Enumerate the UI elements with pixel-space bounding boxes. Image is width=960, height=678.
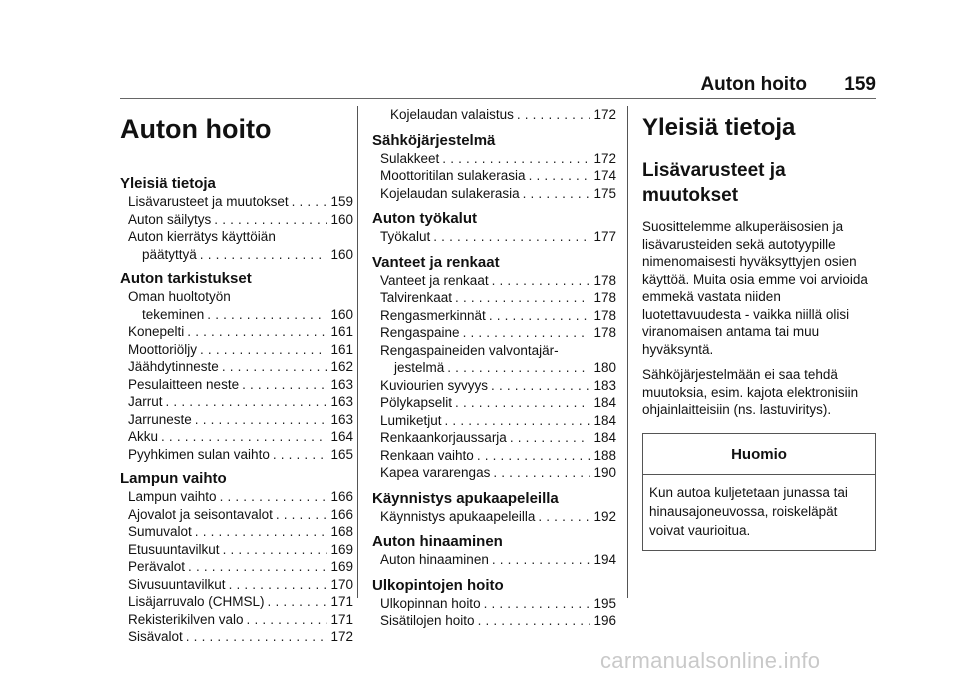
leader-dots: [222, 358, 328, 376]
toc-entry[interactable]: [120, 446, 353, 464]
toc-entry-label: Jarrut: [128, 394, 163, 409]
toc-entry-page: 175: [593, 185, 616, 201]
leader-dots: [247, 611, 328, 629]
leader-dots: [478, 612, 591, 630]
column-divider: [627, 106, 628, 598]
toc-entry-page: 162: [330, 359, 353, 374]
toc-entry-label: Lampun vaihto: [128, 489, 217, 504]
leader-dots: [273, 446, 328, 464]
toc-entry[interactable]: [120, 593, 353, 611]
toc-entry-label: Sulakkeet: [380, 150, 440, 166]
toc-entry-page: 178: [593, 307, 616, 323]
toc-entry-page: 190: [593, 465, 616, 480]
toc-entry-page: 180: [593, 360, 616, 375]
page-header: [700, 74, 876, 96]
toc-section: [120, 175, 353, 263]
toc-entry-label: Vanteet ja renkaat: [380, 272, 489, 288]
toc-entry[interactable]: [120, 576, 353, 594]
toc-entry-label: Ajovalot ja seisontavalot: [128, 506, 273, 522]
leader-dots: [187, 323, 327, 341]
toc-entry-label: Pölykapselit: [380, 395, 453, 410]
toc-entry[interactable]: [372, 307, 616, 325]
toc-entry-label: Rengasmerkinnät: [380, 307, 486, 323]
toc-entry[interactable]: [120, 411, 353, 429]
toc-section-title[interactable]: Käynnistys apukaapeleilla: [372, 489, 559, 507]
toc-entry[interactable]: [372, 342, 616, 377]
toc-entry-page: 184: [593, 430, 616, 445]
leader-dots: [223, 541, 328, 559]
toc-entry-label: Lisävarusteet ja muutokset: [128, 194, 289, 209]
toc-section: [372, 210, 616, 246]
note-box: [642, 433, 876, 551]
toc-section: [120, 470, 353, 646]
leader-dots: [195, 411, 328, 429]
toc-section: [372, 577, 616, 630]
toc-entry[interactable]: [372, 272, 616, 290]
toc-entry-label: Lumiketjut: [380, 412, 442, 428]
leader-dots: [455, 394, 590, 412]
leader-dots: [492, 272, 591, 290]
toc-entry-label-cont: päätyttyä: [142, 246, 197, 262]
toc-entry-label: Kojelaudan sulakerasia: [380, 185, 520, 201]
toc-entry-page: 178: [593, 325, 616, 340]
toc-entry-page: 172: [593, 150, 616, 166]
toc-sections: [372, 132, 616, 630]
leader-dots: [220, 488, 328, 506]
toc-entry-page: 160: [330, 306, 353, 322]
toc-entry-page: 169: [330, 559, 353, 574]
toc-section-title[interactable]: Sähköjärjestelmä: [372, 131, 496, 149]
toc-entry-page: 165: [330, 446, 353, 462]
toc-entry-page: 178: [593, 272, 616, 288]
toc-entry-label: Auton säilytys: [128, 211, 212, 227]
toc-entry[interactable]: [120, 211, 353, 229]
toc-entry-label: Konepelti: [128, 324, 185, 339]
toc-entry-page: 196: [593, 613, 616, 628]
toc-entry[interactable]: [120, 323, 353, 341]
toc-entry[interactable]: [120, 628, 353, 646]
toc-entry-label: Akku: [128, 429, 159, 444]
toc-entry-label: Renkaankorjaussarja: [380, 430, 507, 445]
toc-entry[interactable]: [120, 488, 353, 506]
toc-entry-label: Oman huoltotyön: [128, 289, 231, 304]
leader-dots: [214, 211, 327, 229]
toc-entry-label: Käynnistys apukaapeleilla: [380, 508, 536, 524]
toc-entry-label: Sivusuuntavilkut: [128, 576, 226, 592]
toc-entry-page: 161: [330, 324, 353, 339]
toc-entry[interactable]: [120, 376, 353, 394]
toc-entry-page: 169: [330, 541, 353, 557]
toc-entry-label: Jarruneste: [128, 411, 192, 427]
toc-entry[interactable]: [120, 393, 353, 411]
toc-entry-page: 163: [330, 376, 353, 392]
note-title: Huomio: [643, 434, 875, 475]
toc-entry[interactable]: [372, 289, 616, 307]
toc-entry-label: Moottoriöljy: [128, 341, 198, 357]
toc-entry[interactable]: [372, 429, 616, 447]
leader-dots: [484, 595, 591, 613]
toc-entry-page: 170: [330, 576, 353, 592]
leader-dots: [489, 307, 591, 325]
header-rule: [120, 98, 876, 99]
leader-dots: [188, 558, 327, 576]
toc-entry-page: 184: [593, 412, 616, 428]
toc-entry[interactable]: [372, 612, 616, 630]
subsection-heading: Lisävarusteet ja muutokset: [642, 160, 786, 206]
toc-entry[interactable]: [372, 150, 616, 168]
toc-section-title[interactable]: Yleisiä tietoja: [120, 175, 216, 192]
toc-entry-label: Auton kierrätys käyttöiän: [128, 229, 276, 244]
toc-entry-page: 164: [330, 429, 353, 444]
toc-entry-label: Pyyhkimen sulan vaihto: [128, 446, 270, 462]
header-title: Auton hoito: [700, 74, 808, 95]
leader-dots: [166, 393, 328, 411]
toc-entry-page: 183: [593, 377, 616, 393]
toc-entry-label: Kuviourien syvyys: [380, 377, 489, 393]
toc-entry[interactable]: [120, 611, 353, 629]
toc-entry-page: 163: [330, 394, 353, 409]
toc-entry-page: 161: [330, 341, 353, 357]
leader-dots: [493, 464, 590, 482]
toc-section: [120, 270, 353, 463]
toc-entry[interactable]: [120, 358, 353, 376]
leader-dots: [276, 506, 328, 524]
toc-entry-label: Lisäjarruvalo (CHMSL): [128, 594, 265, 609]
toc-entry-page: 192: [593, 508, 616, 524]
toc-entry-label: Kojelaudan valaistus: [390, 107, 514, 122]
toc-entry-page: 168: [330, 524, 353, 539]
leader-dots: [242, 376, 327, 394]
toc-entry[interactable]: [372, 324, 616, 342]
toc-entry-page: 163: [330, 411, 353, 427]
leader-dots: [523, 185, 591, 203]
toc-entry[interactable]: [372, 106, 616, 124]
toc-entry-label: Etusuuntavilkut: [128, 541, 220, 557]
watermark: carmanualsonline.info: [600, 648, 821, 673]
leader-dots: [538, 508, 590, 526]
toc-section-title[interactable]: Lampun vaihto: [120, 470, 227, 487]
toc-entry-page: 160: [330, 246, 353, 262]
toc-entry-label: Ulkopinnan hoito: [380, 595, 481, 611]
toc-entry[interactable]: [120, 193, 353, 211]
toc-entry-label: Sumuvalot: [128, 524, 192, 539]
toc-entry-label-cont: jestelmä: [394, 360, 445, 375]
toc-column-2: [372, 106, 616, 630]
toc-entry-page: 172: [330, 629, 353, 644]
toc-entry[interactable]: [120, 541, 353, 559]
toc-entry[interactable]: [372, 394, 616, 412]
toc-entry-label: Renkaan vaihto: [380, 447, 474, 463]
toc-entry-page: 195: [593, 595, 616, 611]
paragraph: Sähköjärjestelmään ei saa tehdä muutoksia, esim. kajota elektronisiin ohjainlaitteisiin (ns. lastuviritys).: [642, 367, 859, 417]
toc-section: [372, 533, 616, 569]
toc-entry[interactable]: [372, 228, 616, 246]
toc-section-title[interactable]: Ulkopintojen hoito: [372, 576, 504, 594]
toc-entry-continuation: [128, 246, 353, 264]
toc-entry-continuation: [128, 306, 353, 324]
toc-entry-label: Jäähdytinneste: [128, 359, 219, 374]
leader-dots: [442, 150, 590, 168]
toc-entry-page: 177: [593, 229, 616, 244]
toc-section-title[interactable]: Vanteet ja renkaat: [372, 253, 500, 271]
leader-dots: [455, 289, 590, 307]
toc-entry[interactable]: [372, 377, 616, 395]
toc-entry-page: 194: [593, 552, 616, 567]
toc-entry[interactable]: [120, 428, 353, 446]
page-number: 159: [844, 74, 876, 95]
toc-entry-page: 184: [593, 395, 616, 410]
leader-dots: [292, 193, 328, 211]
toc-sections: [120, 175, 353, 646]
leader-dots: [207, 306, 327, 324]
toc-entry[interactable]: [120, 288, 353, 323]
note-body: Kun autoa kuljetetaan junassa tai hinausajoneuvossa, roiskeläpät voivat vaurioitua.: [649, 484, 848, 538]
toc-entry-page: 171: [330, 594, 353, 609]
toc-entry-page: 160: [330, 211, 353, 227]
toc-entry[interactable]: [372, 508, 616, 526]
toc-entry[interactable]: [372, 595, 616, 613]
toc-entry[interactable]: [372, 167, 616, 185]
toc-entry-page: 174: [593, 168, 616, 183]
leader-dots: [529, 167, 591, 185]
leader-dots: [445, 412, 591, 430]
leader-dots: [268, 593, 328, 611]
leader-dots: [517, 106, 591, 124]
toc-section: [372, 132, 616, 203]
toc-entry-page: 166: [330, 506, 353, 522]
toc-entry[interactable]: [372, 464, 616, 482]
toc-entry[interactable]: [120, 558, 353, 576]
toc-entry[interactable]: [372, 447, 616, 465]
toc-section-title[interactable]: Auton hinaaminen: [372, 533, 503, 550]
toc-section: [372, 490, 616, 526]
leader-dots: [200, 341, 327, 359]
toc-entry-label-cont: tekeminen: [142, 306, 205, 322]
column-divider: [357, 106, 358, 598]
section-heading: Yleisiä tietoja: [642, 114, 796, 141]
toc-entry-continuation: [380, 359, 616, 377]
toc-entry-label: Auton hinaaminen: [380, 552, 489, 567]
toc-entry-label: Perävalot: [128, 559, 186, 574]
leader-dots: [447, 359, 590, 377]
toc-entry[interactable]: [372, 185, 616, 203]
chapter-title: Auton hoito: [120, 114, 272, 144]
toc-entry[interactable]: [372, 551, 616, 569]
toc-entry-label: Rekisterikilven valo: [128, 611, 244, 627]
leader-dots: [492, 551, 591, 569]
toc-entry-label: Kapea vararengas: [380, 465, 491, 480]
toc-entry-label: Rengaspaine: [380, 325, 460, 340]
toc-entry-label: Sisävalot: [128, 629, 183, 644]
toc-column-1: [120, 106, 353, 646]
toc-entry[interactable]: [372, 412, 616, 430]
toc-section-title[interactable]: Auton työkalut: [372, 210, 477, 227]
leader-dots: [161, 428, 327, 446]
toc-entry[interactable]: [120, 341, 353, 359]
leader-dots: [200, 246, 328, 264]
leader-dots: [186, 628, 328, 646]
leader-dots: [195, 523, 328, 541]
paragraph: Suosittelemme alkuperäisosien ja lisävarusteiden sekä autotyypille nimenomaisesti hyväksyttyjen osien käyttöä. Muita osia emme voi arvioida emmekä vastata niiden luotettavuudesta - vaikka niillä olisi viranomaisen antama tai muu hyväksyntä.: [642, 219, 868, 357]
toc-entry[interactable]: [120, 506, 353, 524]
toc-entry-label: Talvirenkaat: [380, 290, 453, 305]
toc-entry-page: 171: [330, 611, 353, 627]
toc-entry-page: 166: [330, 489, 353, 504]
toc-entry-page: 159: [330, 194, 353, 209]
toc-entry-label: Pesulaitteen neste: [128, 376, 240, 392]
toc-entry[interactable]: [120, 228, 353, 263]
leader-dots: [229, 576, 328, 594]
toc-entry-label: Sisätilojen hoito: [380, 613, 475, 628]
toc-entry-label: Moottoritilan sulakerasia: [380, 168, 526, 183]
leader-dots: [491, 377, 590, 395]
toc-entry-label: Rengaspaineiden valvontajär-: [380, 342, 559, 358]
toc-entry[interactable]: [120, 523, 353, 541]
leader-dots: [477, 447, 591, 465]
toc-entry-page: 178: [593, 290, 616, 305]
toc-section-title[interactable]: Auton tarkistukset: [120, 270, 252, 287]
toc-entry-page: 172: [593, 107, 616, 122]
leader-dots: [510, 429, 591, 447]
leader-dots: [433, 228, 590, 246]
toc-section: [372, 254, 616, 482]
article-column: [642, 106, 876, 551]
toc-entry-page: 188: [593, 447, 616, 463]
toc-entry-label: Työkalut: [380, 229, 431, 244]
leader-dots: [463, 324, 591, 342]
